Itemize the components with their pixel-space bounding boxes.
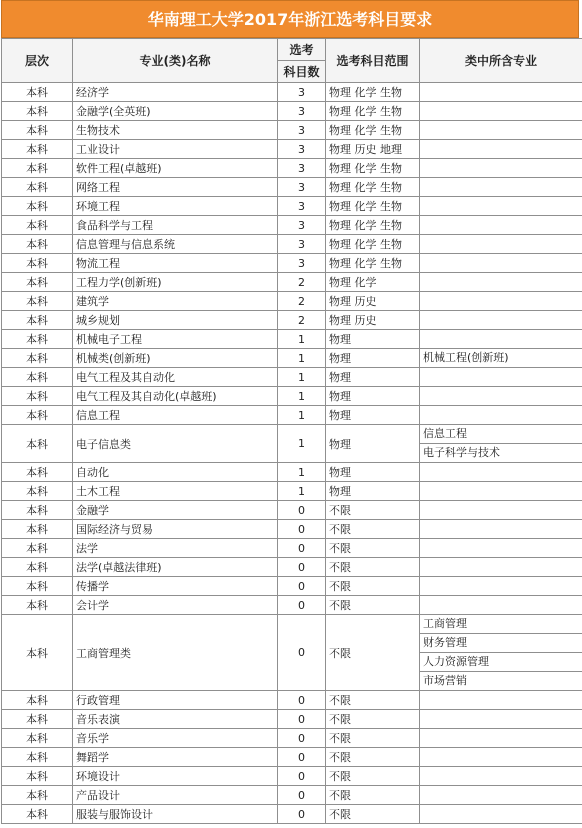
cell-count: 3 xyxy=(278,102,326,121)
table-row xyxy=(2,577,582,596)
table-row xyxy=(2,729,582,748)
cell-major: 金融学 xyxy=(73,501,278,520)
cell-sub-majors xyxy=(420,292,582,311)
cell-count: 0 xyxy=(278,805,326,824)
cell-range: 物理 xyxy=(326,387,420,406)
cell-level: 本科 xyxy=(2,197,73,216)
table-row xyxy=(2,539,582,558)
cell-sub-majors xyxy=(420,425,582,463)
table-row xyxy=(2,482,582,501)
cell-sub-majors xyxy=(420,273,582,292)
cell-level: 本科 xyxy=(2,615,73,691)
cell-range: 物理 化学 生物 xyxy=(326,235,420,254)
cell-range: 物理 xyxy=(326,349,420,368)
sub-major-item: 市场营销 xyxy=(423,674,467,687)
table-row xyxy=(2,159,582,178)
cell-major: 机械类(创新班) xyxy=(73,349,278,368)
requirements-table xyxy=(1,38,582,824)
cell-sub-majors xyxy=(420,805,582,824)
cell-sub-majors xyxy=(420,539,582,558)
cell-sub-majors xyxy=(420,159,582,178)
cell-level: 本科 xyxy=(2,159,73,178)
cell-range: 不限 xyxy=(326,691,420,710)
cell-level: 本科 xyxy=(2,349,73,368)
table-row xyxy=(2,311,582,330)
sub-major-item: 信息工程 xyxy=(420,425,582,444)
cell-range: 物理 化学 生物 xyxy=(326,159,420,178)
cell-sub-majors xyxy=(420,691,582,710)
table-row xyxy=(2,710,582,729)
cell-level: 本科 xyxy=(2,596,73,615)
cell-range: 不限 xyxy=(326,786,420,805)
cell-major: 服装与服饰设计 xyxy=(73,805,278,824)
cell-sub-majors xyxy=(420,558,582,577)
cell-level: 本科 xyxy=(2,710,73,729)
cell-range: 不限 xyxy=(326,710,420,729)
cell-range: 物理 xyxy=(326,425,420,463)
cell-sub-majors xyxy=(420,596,582,615)
table-row xyxy=(2,178,582,197)
cell-level: 本科 xyxy=(2,83,73,102)
table-row xyxy=(2,330,582,349)
cell-count: 0 xyxy=(278,501,326,520)
cell-count: 1 xyxy=(278,368,326,387)
cell-major: 行政管理 xyxy=(73,691,278,710)
cell-count: 0 xyxy=(278,520,326,539)
table-row xyxy=(2,596,582,615)
cell-major: 食品科学与工程 xyxy=(73,216,278,235)
cell-sub-majors xyxy=(420,330,582,349)
table-row xyxy=(2,387,582,406)
table-row xyxy=(2,463,582,482)
cell-major: 国际经济与贸易 xyxy=(73,520,278,539)
table-row xyxy=(2,805,582,824)
cell-range: 不限 xyxy=(326,748,420,767)
requirements-sheet xyxy=(1,0,579,824)
cell-sub-majors xyxy=(420,710,582,729)
table-row xyxy=(2,292,582,311)
cell-level: 本科 xyxy=(2,311,73,330)
cell-level: 本科 xyxy=(2,292,73,311)
cell-level: 本科 xyxy=(2,558,73,577)
cell-level: 本科 xyxy=(2,273,73,292)
cell-major: 机械电子工程 xyxy=(73,330,278,349)
cell-level: 本科 xyxy=(2,463,73,482)
sub-major-item: 工商管理 xyxy=(420,615,582,634)
cell-count: 1 xyxy=(278,330,326,349)
table-row xyxy=(2,140,582,159)
cell-level: 本科 xyxy=(2,406,73,425)
cell-level: 本科 xyxy=(2,729,73,748)
cell-level: 本科 xyxy=(2,387,73,406)
cell-major: 网络工程 xyxy=(73,178,278,197)
cell-major: 信息工程 xyxy=(73,406,278,425)
cell-major: 土木工程 xyxy=(73,482,278,501)
cell-count: 2 xyxy=(278,292,326,311)
cell-major: 软件工程(卓越班) xyxy=(73,159,278,178)
cell-range: 物理 历史 地理 xyxy=(326,140,420,159)
cell-sub-majors xyxy=(420,311,582,330)
cell-count: 3 xyxy=(278,178,326,197)
header-range: 选考科目范围 xyxy=(326,39,420,83)
sub-major-item: 机械工程(创新班) xyxy=(423,351,509,364)
cell-range: 物理 xyxy=(326,368,420,387)
cell-range: 不限 xyxy=(326,501,420,520)
cell-count: 0 xyxy=(278,558,326,577)
table-row xyxy=(2,558,582,577)
cell-level: 本科 xyxy=(2,368,73,387)
cell-level: 本科 xyxy=(2,501,73,520)
cell-major: 城乡规划 xyxy=(73,311,278,330)
table-body xyxy=(2,83,582,824)
cell-count: 1 xyxy=(278,482,326,501)
cell-major: 物流工程 xyxy=(73,254,278,273)
cell-sub-majors xyxy=(420,254,582,273)
cell-range: 物理 xyxy=(326,482,420,501)
table-row xyxy=(2,216,582,235)
cell-count: 2 xyxy=(278,311,326,330)
sub-major-item: 财务管理 xyxy=(420,634,582,653)
cell-major: 传播学 xyxy=(73,577,278,596)
cell-major: 环境设计 xyxy=(73,767,278,786)
cell-sub-majors xyxy=(420,577,582,596)
cell-range: 物理 化学 生物 xyxy=(326,121,420,140)
cell-sub-majors xyxy=(420,501,582,520)
cell-level: 本科 xyxy=(2,425,73,463)
cell-level: 本科 xyxy=(2,805,73,824)
cell-major: 环境工程 xyxy=(73,197,278,216)
cell-sub-majors xyxy=(420,786,582,805)
cell-major: 电气工程及其自动化 xyxy=(73,368,278,387)
cell-count: 0 xyxy=(278,786,326,805)
cell-range: 物理 化学 生物 xyxy=(326,254,420,273)
cell-range: 物理 化学 xyxy=(326,273,420,292)
table-row xyxy=(2,615,582,691)
cell-major: 自动化 xyxy=(73,463,278,482)
header-sub-majors: 类中所含专业 xyxy=(420,39,582,83)
cell-count: 3 xyxy=(278,83,326,102)
cell-count: 0 xyxy=(278,767,326,786)
table-row xyxy=(2,748,582,767)
cell-count: 0 xyxy=(278,691,326,710)
cell-level: 本科 xyxy=(2,330,73,349)
cell-major: 工程力学(创新班) xyxy=(73,273,278,292)
cell-major: 音乐学 xyxy=(73,729,278,748)
table-row xyxy=(2,368,582,387)
cell-range: 物理 化学 生物 xyxy=(326,102,420,121)
cell-sub-majors xyxy=(420,387,582,406)
cell-major: 生物技术 xyxy=(73,121,278,140)
cell-count: 2 xyxy=(278,273,326,292)
cell-count: 3 xyxy=(278,140,326,159)
table-row xyxy=(2,349,582,368)
table-row xyxy=(2,425,582,463)
cell-sub-majors xyxy=(420,748,582,767)
cell-sub-majors xyxy=(420,102,582,121)
cell-sub-majors xyxy=(420,615,582,691)
cell-range: 物理 xyxy=(326,406,420,425)
cell-sub-majors xyxy=(420,349,582,368)
header-level: 层次 xyxy=(2,39,73,83)
cell-range: 不限 xyxy=(326,615,420,691)
cell-range: 物理 化学 生物 xyxy=(326,178,420,197)
page-title: 华南理工大学2017年浙江选考科目要求 xyxy=(1,0,579,38)
cell-level: 本科 xyxy=(2,786,73,805)
cell-level: 本科 xyxy=(2,748,73,767)
cell-sub-majors xyxy=(420,368,582,387)
header-count-bottom: 科目数 xyxy=(278,61,326,83)
cell-range: 物理 历史 xyxy=(326,292,420,311)
cell-major: 电子信息类 xyxy=(73,425,278,463)
cell-count: 1 xyxy=(278,349,326,368)
cell-major: 产品设计 xyxy=(73,786,278,805)
cell-major: 信息管理与信息系统 xyxy=(73,235,278,254)
cell-major: 音乐表演 xyxy=(73,710,278,729)
cell-count: 0 xyxy=(278,539,326,558)
table-row xyxy=(2,501,582,520)
cell-sub-majors xyxy=(420,482,582,501)
cell-level: 本科 xyxy=(2,216,73,235)
cell-level: 本科 xyxy=(2,539,73,558)
cell-level: 本科 xyxy=(2,254,73,273)
cell-range: 不限 xyxy=(326,767,420,786)
cell-range: 物理 化学 生物 xyxy=(326,216,420,235)
cell-major: 会计学 xyxy=(73,596,278,615)
cell-range: 不限 xyxy=(326,729,420,748)
cell-major: 工商管理类 xyxy=(73,615,278,691)
sub-major-item: 人力资源管理 xyxy=(420,653,582,672)
cell-major: 电气工程及其自动化(卓越班) xyxy=(73,387,278,406)
cell-sub-majors xyxy=(420,83,582,102)
cell-range: 不限 xyxy=(326,558,420,577)
cell-range: 物理 历史 xyxy=(326,311,420,330)
cell-count: 0 xyxy=(278,729,326,748)
cell-major: 舞蹈学 xyxy=(73,748,278,767)
cell-sub-majors xyxy=(420,767,582,786)
cell-range: 物理 化学 生物 xyxy=(326,197,420,216)
cell-range: 物理 xyxy=(326,330,420,349)
cell-level: 本科 xyxy=(2,520,73,539)
cell-level: 本科 xyxy=(2,178,73,197)
cell-count: 3 xyxy=(278,121,326,140)
table-row xyxy=(2,520,582,539)
cell-major: 法学(卓越法律班) xyxy=(73,558,278,577)
cell-level: 本科 xyxy=(2,767,73,786)
table-row xyxy=(2,197,582,216)
cell-range: 物理 化学 生物 xyxy=(326,83,420,102)
cell-level: 本科 xyxy=(2,102,73,121)
cell-major: 建筑学 xyxy=(73,292,278,311)
cell-count: 0 xyxy=(278,748,326,767)
cell-major: 工业设计 xyxy=(73,140,278,159)
cell-count: 3 xyxy=(278,197,326,216)
cell-level: 本科 xyxy=(2,140,73,159)
cell-sub-majors xyxy=(420,140,582,159)
cell-level: 本科 xyxy=(2,235,73,254)
cell-count: 0 xyxy=(278,710,326,729)
cell-range: 不限 xyxy=(326,805,420,824)
cell-count: 0 xyxy=(278,577,326,596)
header-major: 专业(类)名称 xyxy=(73,39,278,83)
cell-range: 物理 xyxy=(326,463,420,482)
table-row xyxy=(2,767,582,786)
cell-count: 3 xyxy=(278,216,326,235)
cell-range: 不限 xyxy=(326,539,420,558)
table-row xyxy=(2,83,582,102)
cell-count: 3 xyxy=(278,235,326,254)
table-row xyxy=(2,102,582,121)
cell-count: 1 xyxy=(278,406,326,425)
table-row xyxy=(2,691,582,710)
cell-level: 本科 xyxy=(2,482,73,501)
cell-sub-majors xyxy=(420,235,582,254)
sub-major-item: 电子科学与技术 xyxy=(423,446,500,459)
cell-count: 1 xyxy=(278,425,326,463)
table-row xyxy=(2,786,582,805)
header-count-top: 选考 xyxy=(278,39,326,61)
table-row xyxy=(2,254,582,273)
cell-level: 本科 xyxy=(2,577,73,596)
cell-sub-majors xyxy=(420,121,582,140)
cell-count: 3 xyxy=(278,159,326,178)
cell-sub-majors xyxy=(420,520,582,539)
cell-major: 法学 xyxy=(73,539,278,558)
cell-range: 不限 xyxy=(326,520,420,539)
cell-range: 不限 xyxy=(326,596,420,615)
table-row xyxy=(2,235,582,254)
cell-level: 本科 xyxy=(2,121,73,140)
cell-sub-majors xyxy=(420,463,582,482)
table-row xyxy=(2,273,582,292)
table-row xyxy=(2,121,582,140)
cell-sub-majors xyxy=(420,216,582,235)
cell-level: 本科 xyxy=(2,691,73,710)
cell-count: 1 xyxy=(278,387,326,406)
cell-major: 经济学 xyxy=(73,83,278,102)
cell-count: 3 xyxy=(278,254,326,273)
cell-sub-majors xyxy=(420,406,582,425)
cell-major: 金融学(全英班) xyxy=(73,102,278,121)
table-row xyxy=(2,406,582,425)
cell-count: 0 xyxy=(278,615,326,691)
cell-count: 1 xyxy=(278,463,326,482)
cell-sub-majors xyxy=(420,197,582,216)
cell-sub-majors xyxy=(420,729,582,748)
cell-range: 不限 xyxy=(326,577,420,596)
cell-count: 0 xyxy=(278,596,326,615)
cell-sub-majors xyxy=(420,178,582,197)
